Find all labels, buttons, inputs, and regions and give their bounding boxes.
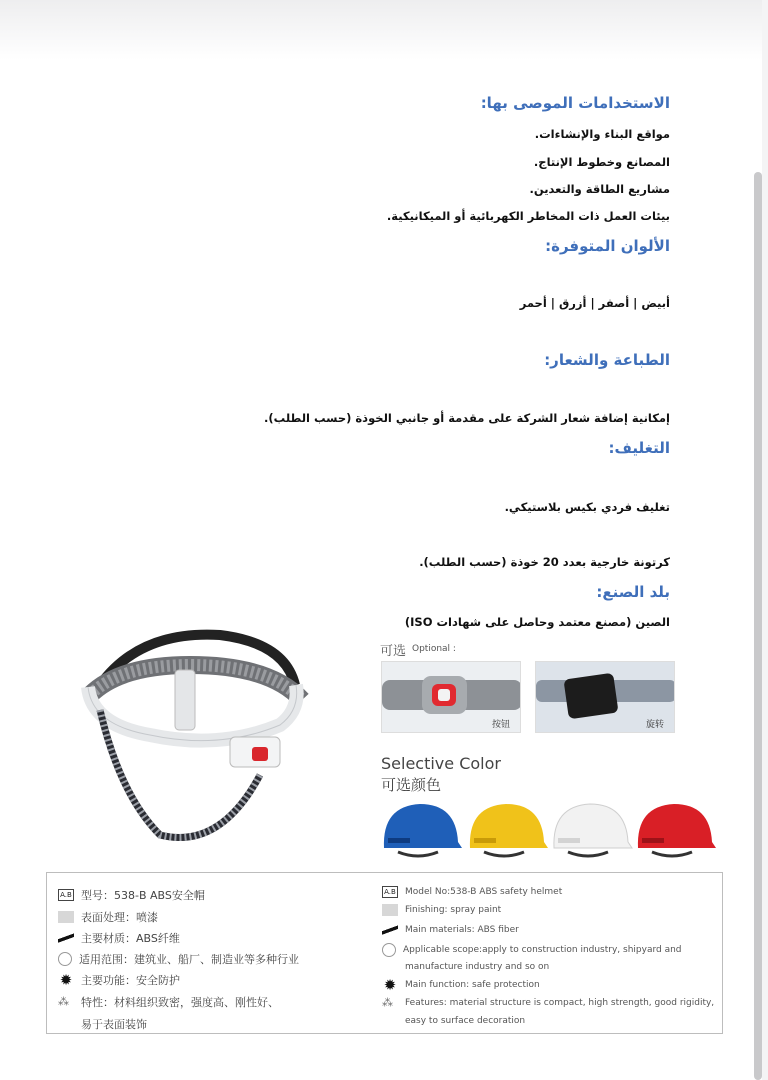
- packaging-heading: التغليف:: [608, 439, 670, 457]
- packaging-line: كرتونة خارجية بعدد 20 خوذة (حسب الطلب).: [419, 555, 670, 569]
- spec-en-features-row: [382, 997, 714, 1009]
- spec-cn-material-row: [58, 930, 180, 946]
- origin-heading: بلد الصنع:: [596, 583, 670, 601]
- structure-icon: ⁂: [58, 995, 69, 1008]
- ab-icon: A.B: [382, 886, 398, 898]
- spec-en-scope-row: [382, 943, 682, 957]
- button-caption: 按钮: [491, 720, 510, 730]
- spec-cn-features: 特性：材料组织致密，强度高、刚性好、: [81, 996, 279, 1009]
- spec-table: [46, 872, 723, 1034]
- burst-icon: ✹: [383, 976, 397, 994]
- spec-en-model-row: [382, 886, 562, 898]
- selective-color-en: Selective Color: [381, 754, 501, 773]
- fiber-icon: [382, 924, 398, 936]
- spec-en-function-row: [382, 976, 540, 994]
- spec-en-scope-cont: manufacture industry and so on: [405, 962, 550, 972]
- helmet-suspension-image: [80, 625, 310, 845]
- spec-en-model: Model No:538-B ABS safety helmet: [405, 887, 563, 897]
- printing-text: إمكانية إضافة شعار الشركة على مقدمة أو جانبي الخوذة (حسب الطلب).: [264, 411, 670, 425]
- spec-cn-finishing-row: [58, 909, 158, 925]
- button-option-thumbnail: [381, 661, 521, 733]
- paint-swatch-icon: [382, 904, 398, 916]
- helmet-colors-image: [378, 796, 718, 860]
- helmet-red: [638, 804, 716, 856]
- spec-cn-features-row: [58, 994, 279, 1010]
- top-shadow: [0, 0, 768, 60]
- spec-cn-model: 型号：538-B ABS安全帽: [81, 889, 205, 902]
- uses-item: مواقع البناء والإنشاءات.: [534, 127, 670, 141]
- spec-en-material: Main materials: ABS fiber: [405, 925, 519, 935]
- structure-icon: ⁂: [382, 996, 393, 1009]
- uses-item: بيئات العمل ذات المخاطر الكهربائية أو الميكانيكية.: [386, 209, 670, 223]
- spec-cn-function: 主要功能：安全防护: [81, 974, 180, 987]
- spec-en-function: Main function: safe protection: [405, 980, 540, 990]
- uses-item: مشاريع الطاقة والتعدين.: [529, 182, 670, 196]
- optional-label-cn: 可选: [380, 644, 407, 659]
- fiber-icon: [58, 932, 74, 944]
- ab-icon: A.B: [58, 889, 74, 901]
- spec-en-scope: Applicable scope:apply to construction industry, shipyard and: [403, 945, 682, 955]
- uses-heading: الاستخدامات الموصى بها:: [480, 94, 670, 112]
- helmet-yellow: [470, 804, 548, 856]
- spec-en-features-cont: easy to surface decoration: [405, 1016, 526, 1026]
- scroll-track: [762, 0, 768, 1080]
- spec-en-features: Features: material structure is compact, high strength, good rigidity,: [405, 998, 715, 1008]
- scrollbar-thumb[interactable]: [754, 172, 762, 1080]
- spec-en-finishing-row: [382, 904, 501, 916]
- selective-color-cn: 可选颜色: [381, 776, 442, 794]
- spec-cn-scope: 适用范围：建筑业、船厂、制造业等多种行业: [79, 953, 299, 966]
- spec-en-material-row: [382, 924, 519, 936]
- spec-cn-function-row: [58, 972, 180, 988]
- colors-heading: الألوان المتوفرة:: [545, 237, 670, 255]
- spec-cn-material: 主要材质：ABS纤维: [81, 932, 180, 945]
- optional-label-en: Optional :: [412, 644, 456, 654]
- printing-heading: الطباعة والشعار:: [544, 351, 670, 369]
- colors-text: أبيض | أصفر | أزرق | أحمر: [519, 296, 670, 310]
- spec-en-finishing: Finishing: spray paint: [405, 905, 502, 915]
- origin-text: الصين (مصنع معتمد وحاصل على شهادات ISO): [404, 615, 670, 629]
- helmet-white: [554, 804, 632, 856]
- spec-cn-model-row: [58, 887, 205, 903]
- spec-cn-finishing: 表面处理：喷漆: [81, 911, 158, 924]
- packaging-line: تغليف فردي بكيس بلاستيكي.: [504, 500, 670, 514]
- rotate-option-thumbnail: [535, 661, 675, 733]
- burst-icon: ✹: [59, 971, 73, 989]
- scope-circle-icon: [58, 952, 72, 966]
- paint-swatch-icon: [58, 911, 74, 923]
- scope-circle-icon: [382, 943, 396, 957]
- uses-item: المصانع وخطوط الإنتاج.: [533, 155, 670, 169]
- rotate-caption: 旋转: [645, 720, 664, 730]
- helmet-blue: [384, 804, 462, 856]
- spec-cn-scope-row: [58, 951, 299, 967]
- spec-cn-features-cont: 易于表面装饰: [81, 1018, 147, 1031]
